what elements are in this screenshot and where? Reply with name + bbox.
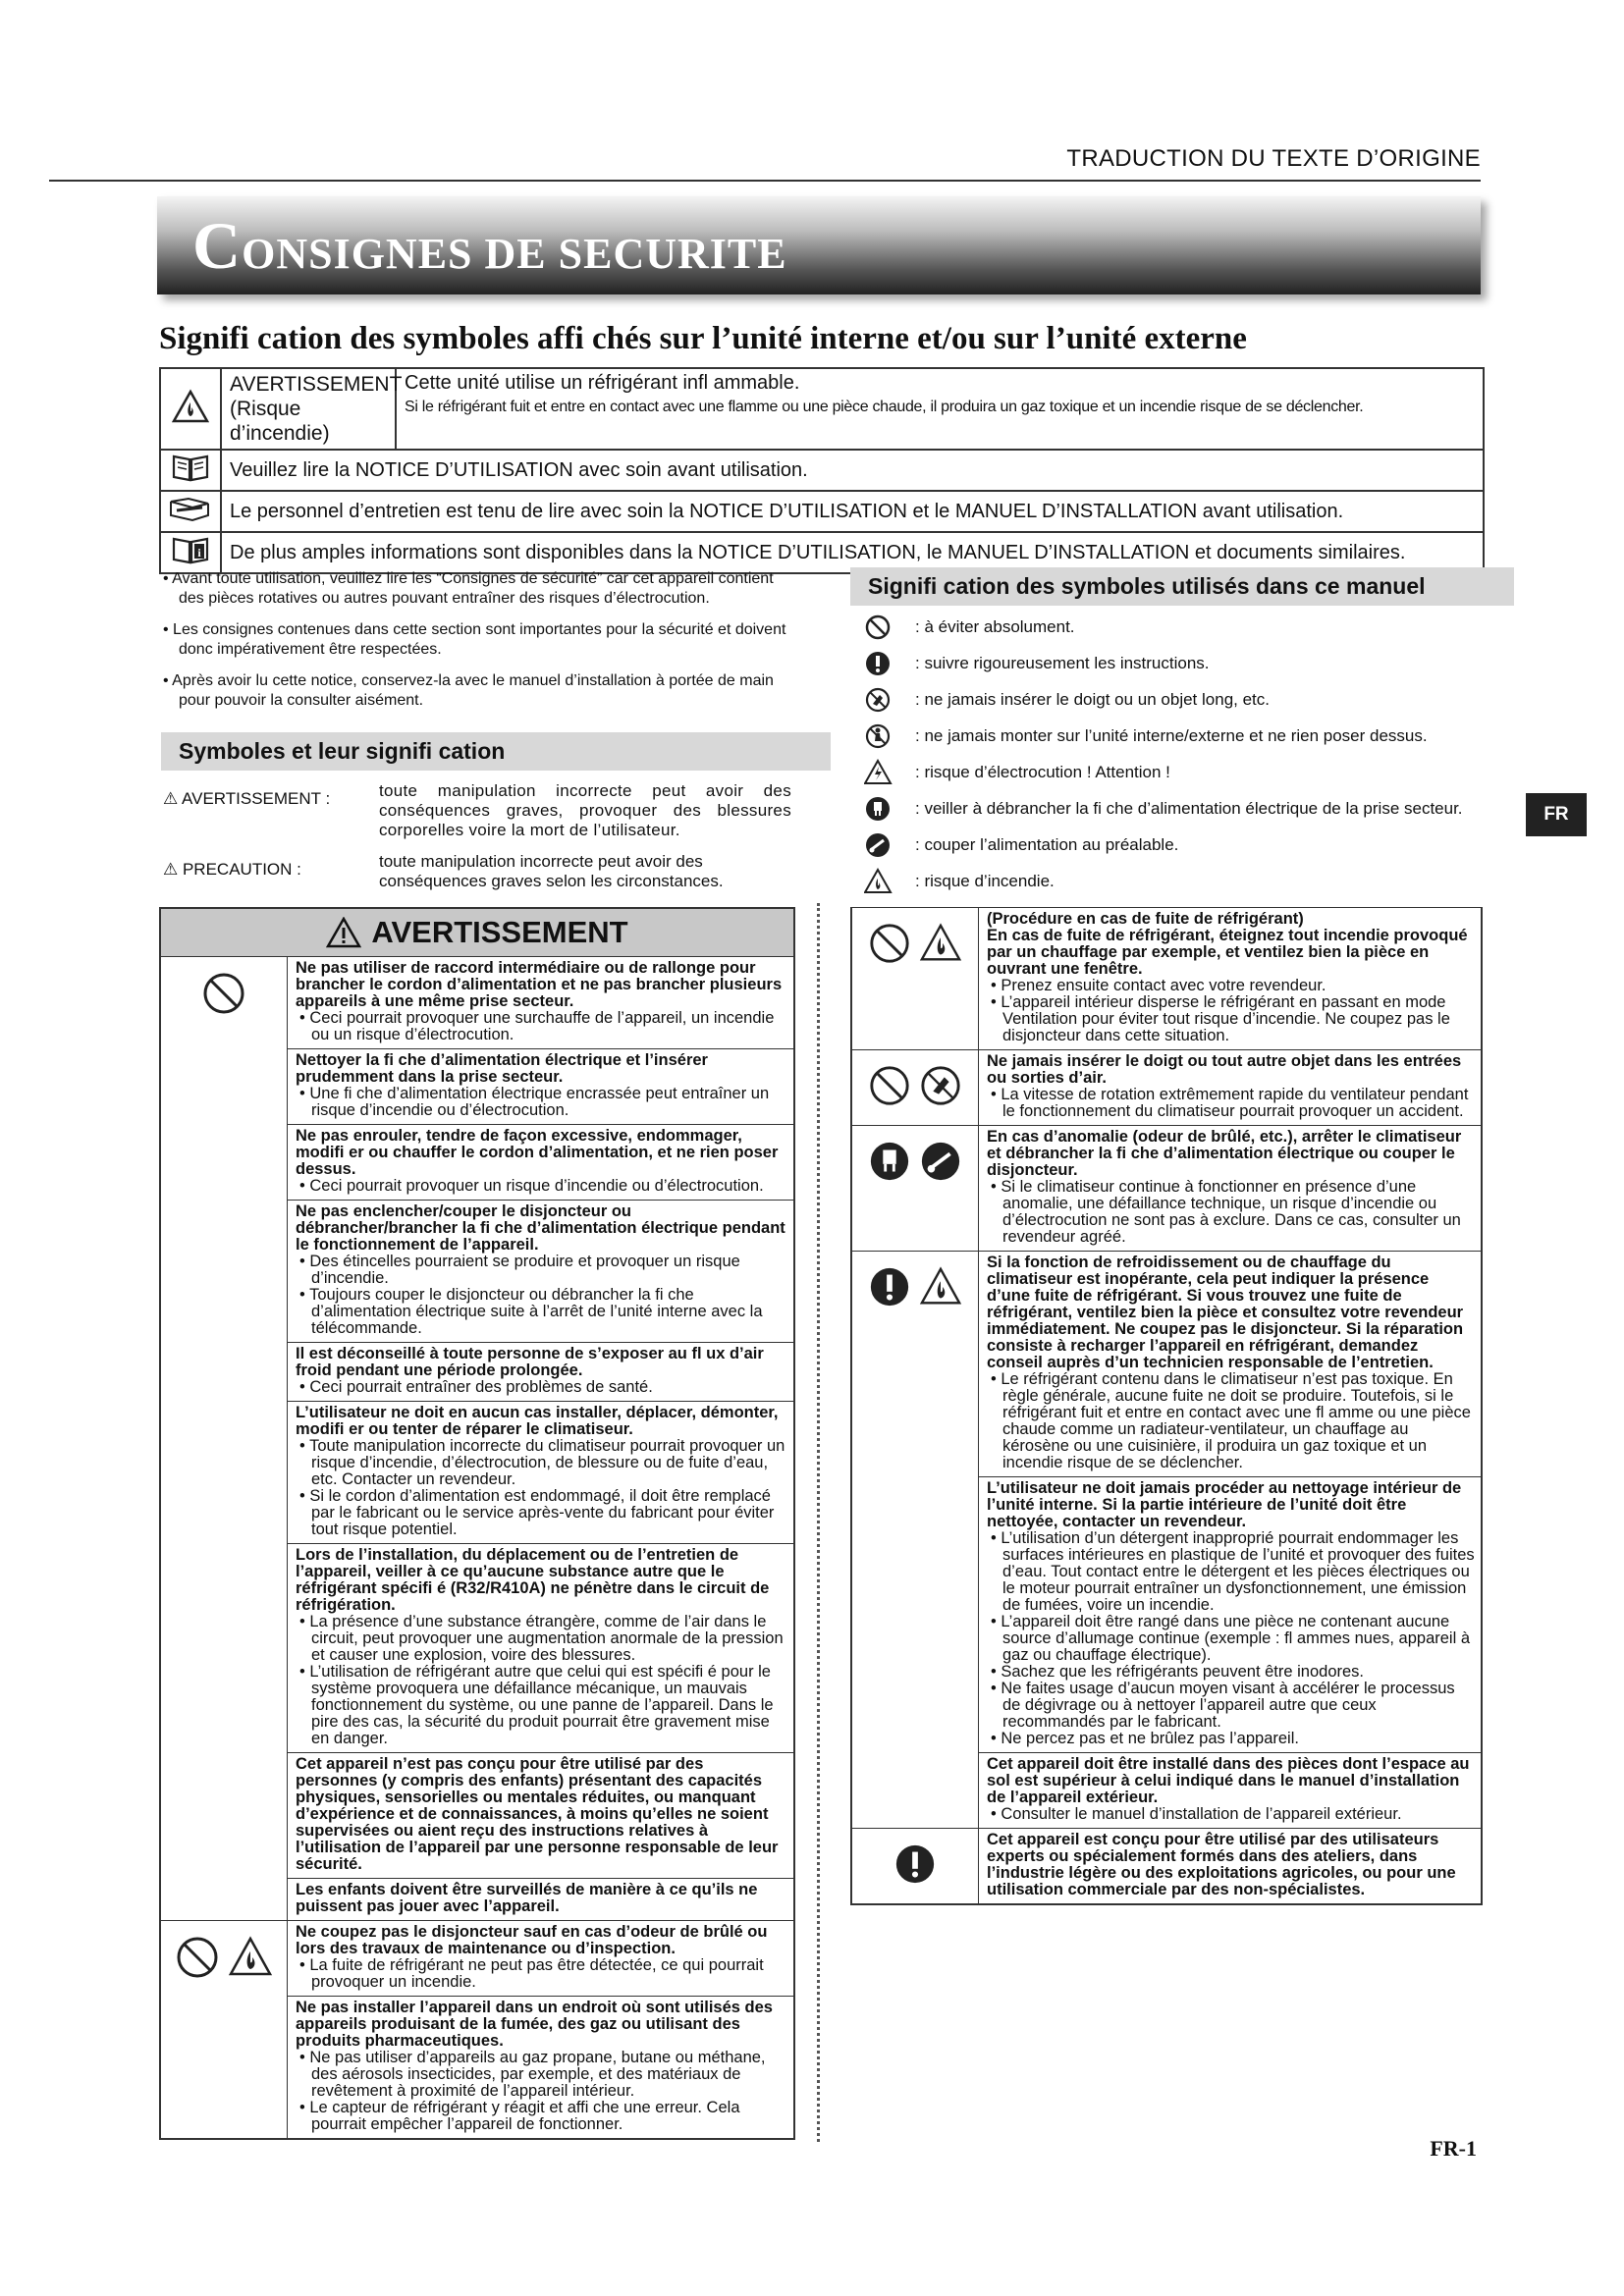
prohibited-icon [868, 922, 911, 965]
warning-items [288, 1921, 793, 2138]
power-off-icon [919, 1140, 962, 1183]
warning-item-title: Les enfants doivent être surveillés de manière à ce qu’ils ne puissent pas jouer avec l’appareil. [296, 1881, 758, 1915]
symbol-row: : risque d’incendie. [864, 863, 1492, 899]
prohibited-icon [868, 1064, 911, 1107]
warning-item-bullet: • Consulter le manuel d’installation de l’appareil extérieur. [991, 1805, 1402, 1823]
warning-item [288, 1753, 793, 1879]
group-icons [852, 1252, 979, 1828]
warning-item-bullet: • Si le cordon d’alimentation est endommagé, il doit être remplacé par le fabricant ou le service après-vente du fabricant pour éviter tout risque potentiel. [299, 1487, 775, 1538]
caution-definition: toute manipulation incorrecte peut avoir des conséquences graves selon les circonstances. [379, 852, 724, 890]
warning-item-bullet: • Ceci pourrait provoquer un risque d’incendie ou d’électrocution. [299, 1177, 764, 1195]
warning-item-title: L’utilisateur ne doit jamais procéder au nettoyage intérieur de l’unité interne. Si la partie intérieure de l’unité doit être nettoyée, contacter un revendeur. [987, 1479, 1462, 1530]
language-tab: FR [1526, 793, 1587, 836]
warning-item [979, 1126, 1481, 1251]
symbol-row: : suivre rigoureusement les instructions. [864, 645, 1492, 681]
unplug-icon [864, 795, 893, 823]
warning-item-title: Ne pas enclencher/couper le disjoncteur ou débrancher/brancher la fi che d’alimentation électrique pendant le fonctionnement de l’appareil. [296, 1202, 785, 1254]
mandatory-icon [864, 650, 893, 677]
column-divider [817, 903, 820, 2142]
warning-item-bullet: • Si le climatiseur continue à fonctionner en présence d’une anomalie, une défaillance technique, un risque d’incendie ou d’électrocution ne sont pas à exclure. Dans ce cas, consulter un revendeur agréé. [991, 1178, 1461, 1246]
right-group-leak [852, 907, 1481, 1049]
warning-triangle-icon [326, 917, 361, 948]
warning-item-bullet: • Ne pas utiliser d’appareils au gaz propane, butane ou méthane, des aérosols insecticides, par exemple, et des matériaux de revêtement à proximité de l’appareil intérieur. [299, 2049, 766, 2100]
no-climbing-icon [864, 722, 893, 750]
mandatory-icon [868, 1265, 911, 1308]
symbol-row: : ne jamais insérer le doigt ou un objet long, etc. [864, 681, 1492, 718]
warning-item-bullet: • L’appareil intérieur disperse le réfrigérant en passant en mode Ventilation pour éviter tout risque d’incendie. Ne coupez pas le disjoncteur dans cette situation. [991, 993, 1450, 1044]
warning-item-title: Lors de l’installation, du déplacement ou de l’entretien de l’appareil, veiller à ce qu’aucune substance autre que le réfrigérant spécifi é (R32/R410A) ne pénètre dans le circuit de réfrigération. [296, 1546, 770, 1614]
manual-symbols-title: Signifi cation des symboles utilisés dans ce manuel [850, 567, 1514, 606]
warning-item-title: Ne coupez pas le disjoncteur sauf en cas d’odeur de brûlé ou lors des travaux de maintenance ou d’inspection. [296, 1923, 768, 1957]
warning-group-prohibited [161, 956, 793, 1920]
page-number: FR-1 [1430, 2136, 1477, 2161]
service-manual-icon [160, 491, 221, 532]
intro-notes [163, 569, 791, 722]
warning-item-bullet: • Une fi che d’alimentation électrique encrassée peut entraîner un risque d’incendie ou d’électrocution. [299, 1085, 770, 1119]
fire-warning-icon [160, 368, 221, 450]
group-icons [852, 1829, 979, 1903]
warning-item-bullet: • Le réfrigérant contenu dans le climatiseur n’est pas toxique. En règle générale, aucune fuite ne doit se produire. Toutefois, si le réfrigérant fuit et entre en contact avec une fl amme ou une pièce chaude comme un radiateur-ventilateur, un chauffage au kérosène ou une cuisinière, il produira un gaz toxique et un incendie risque de se déclencher. [991, 1370, 1471, 1471]
warning-item-bullet: • Des étincelles pourraient se produire et provoquer un risque d’incendie. [299, 1253, 740, 1287]
warning-item [288, 1343, 793, 1402]
warning-item-title: L’utilisateur ne doit en aucun cas installer, déplacer, démonter, modifi er ou tenter de réparer le climatiseur. [296, 1404, 779, 1438]
prohibited-icon [201, 971, 246, 1016]
warning-item-bullet: • Ceci pourrait entraîner des problèmes de santé. [299, 1378, 653, 1396]
warning-group-fire [161, 1920, 793, 2138]
symbol-row: : à éviter absolument. [864, 609, 1492, 645]
fire-risk-icon [864, 868, 893, 895]
warning-item-title: Nettoyer la fi che d’alimentation électrique et l’insérer prudemment dans la prise secteur. [296, 1051, 708, 1086]
warning-item [979, 1829, 1481, 1903]
warning-item [288, 1201, 793, 1343]
header-title: TRADUCTION DU TEXTE D’ORIGINE [1066, 145, 1481, 172]
warning-item-bullet: • La présence d’une substance étrangère, comme de l’air dans le circuit, peut provoquer une augmentation anormale de la pression et causer une explosion, voire des blessures. [299, 1613, 784, 1664]
manual-symbol-list [864, 609, 1492, 899]
warning-item [288, 1125, 793, 1201]
warning-item [288, 957, 793, 1049]
intro-item: • Avant toute utilisation, veuillez lire les “Consignes de sécurité” car cet appareil contient des pièces rotatives ou autres pouvant entraîner des risques d’électrocution. [163, 570, 774, 607]
warning-sublabel: (Risque d’incendie) [230, 398, 330, 445]
warning-item-title: (Procédure en cas de fuite de réfrigérant) En cas de fuite de réfrigérant, éteignez tout incendie provoqué par un chauffage par exemple, et ventilez bien la pièce en ouvrant une fenêtre. [987, 910, 1468, 978]
warning-item [979, 908, 1481, 1049]
warning-definition: toute manipulation incorrecte peut avoir des conséquences graves, provoquer des blessures corporelles voire la mort de l’utilisateur. [379, 781, 791, 839]
warning-item [288, 1544, 793, 1753]
warning-items [979, 1829, 1481, 1903]
no-finger-icon [919, 1064, 962, 1107]
intro-item: • Après avoir lu cette notice, conservez-la avec le manuel d’installation à portée de main pour pouvoir la consulter aisément. [163, 672, 774, 709]
warning-item-bullet: • Toujours couper le disjoncteur ou débrancher la fi che d’alimentation électrique suite à l’arrêt de l’unité interne avec la télécommande. [299, 1286, 763, 1337]
warning-item [979, 1753, 1481, 1828]
main-title: Signifi cation des symboles affi chés sur l’unité interne et/ou sur l’unité externe [159, 321, 1247, 356]
right-group-experts [852, 1828, 1481, 1903]
group-icons [852, 1050, 979, 1125]
fire-risk-icon [919, 1265, 962, 1308]
warning-items [979, 1050, 1481, 1125]
warning-item-bullet: • Prenez ensuite contact avec votre revendeur. [991, 977, 1326, 994]
warning-item-title: Ne jamais insérer le doigt ou tout autre objet dans les entrées ou sorties d’air. [987, 1052, 1462, 1087]
warning-item-bullet: • Ne faites usage d’aucun moyen visant à accélérer le processus de dégivrage ou à nettoyer l’appareil autre que ceux recommandés par le fabricant. [991, 1680, 1455, 1731]
no-finger-icon [864, 686, 893, 714]
flammable-detail: Si le réfrigérant fuit et entre en contact avec une flamme ou une pièce chaude, il produira un gaz toxique et un incendie risque de se déclencher. [405, 399, 1364, 415]
warning-item-bullet: • L’utilisation d’un détergent inapproprié pourrait endommager les surfaces intérieures en plastique de l’unité et provoquer des fuites d’eau. Tout contact entre le détergent et les pièces électriques ou le moteur pourrait entraîner un dysfonctionnement, une émission de fumées, voire un incendie. [991, 1529, 1475, 1614]
symbol-row: : risque d’électrocution ! Attention ! [864, 754, 1492, 790]
prohibited-icon [864, 614, 893, 641]
warning-item [288, 1879, 793, 1920]
unplug-icon [868, 1140, 911, 1183]
warning-items [979, 1252, 1481, 1828]
warning-box-left [159, 907, 795, 2140]
warning-items [288, 957, 793, 1920]
symbol-row: : ne jamais monter sur l’unité interne/externe et ne rien poser dessus. [864, 718, 1492, 754]
intro-item: • Les consignes contenues dans cette section sont importantes pour la sécurité et doivent donc impérativement être respectées. [163, 621, 786, 658]
warning-item-title: Ne pas installer l’appareil dans un endroit où sont utilisés des appareils produisant de la fumée, des gaz ou utilisant des produits pharmaceutiques. [296, 1999, 773, 2050]
unit-symbol-table [159, 367, 1485, 574]
warning-item-bullet: • La fuite de réfrigérant ne peut pas être détectée, ce qui pourrait provoquer un incendie. [299, 1956, 764, 1991]
warning-item-bullet: • Ne percez pas et ne brûlez pas l’appareil. [991, 1730, 1299, 1747]
mandatory-icon [893, 1842, 937, 1886]
warning-item-title: Cet appareil est conçu pour être utilisé par des utilisateurs experts ou spécialement formés dans des ateliers, dans l’industrie légère ou des exploitations agricoles, ou pour une utilisation commerciale par des non-spécialistes. [987, 1831, 1456, 1898]
warning-items [979, 1126, 1481, 1251]
symbol-row: : veiller à débrancher la fi che d’alimentation électrique de la prise secteur. [864, 790, 1492, 827]
warning-item [288, 1997, 793, 2138]
group-icons [852, 1126, 979, 1251]
right-group-anomaly [852, 1125, 1481, 1251]
warning-item-bullet: • Le capteur de réfrigérant y réagit et affi che une erreur. Cela pourrait empêcher l’appareil de fonctionner. [299, 2099, 740, 2133]
header-rule [49, 180, 1481, 182]
warning-item-title: Ne pas utiliser de raccord intermédiaire ou de rallonge pour brancher le cordon d’alimentation et ne pas brancher plusieurs appareils à une même prise secteur. [296, 959, 783, 1010]
banner-title: CONSIGNES DE SECURITE [192, 208, 787, 283]
section-banner [157, 196, 1481, 294]
svg-text:i: i [197, 546, 201, 560]
warning-label: AVERTISSEMENT [230, 373, 403, 396]
warning-item-title: Ne pas enrouler, tendre de façon excessive, endommager, modifi er ou chauffer le cordon d’alimentation, et ne rien poser dessus. [296, 1127, 779, 1178]
power-off-icon [864, 831, 893, 859]
symbols-section-title: Symboles et leur signifi cation [161, 732, 831, 771]
group-icons [161, 957, 288, 1920]
service-manual-row: Le personnel d’entretien est tenu de lire avec soin la NOTICE D’UTILISATION et le MANUEL D’INSTALLATION avant utilisation. [221, 491, 1484, 532]
warning-item-bullet: • L’appareil doit être rangé dans une pièce ne contenant aucune source d’allumage continue (exemple : fl ammes nues, appareil à gaz ou chauffage électrique). [991, 1613, 1471, 1664]
warning-term: ⚠ AVERTISSEMENT : [163, 789, 331, 808]
electric-shock-icon [864, 759, 893, 786]
group-icons [852, 908, 979, 1049]
warning-item [288, 1402, 793, 1544]
warning-item [979, 1252, 1481, 1477]
warning-item [979, 1050, 1481, 1125]
read-manual-row: Veuillez lire la NOTICE D’UTILISATION avec soin avant utilisation. [221, 450, 1484, 491]
warning-item-bullet: • L’utilisation de réfrigérant autre que celui qui est spécifi é pour le système provoquera une défaillance mécanique, un mauvais fonctionnement du système, ou une panne de l’appareil. Dans le pire des cas, la sécurité du produit pourrait être gravement mise en danger. [299, 1663, 774, 1747]
book-icon [160, 450, 221, 491]
warning-item-title: En cas d’anomalie (odeur de brûlé, etc.), arrêter le climatiseur et débrancher la fi che d’alimentation électrique ou couper le disjoncteur. [987, 1128, 1462, 1179]
warning-box-title: AVERTISSEMENT [161, 909, 793, 956]
fire-risk-icon [228, 1935, 273, 1980]
right-group-finger [852, 1049, 1481, 1125]
symbol-row: : couper l’alimentation au préalable. [864, 827, 1492, 863]
warning-item-title: Il est déconseillé à toute personne de s’exposer au fl ux d’air froid pendant une période prolongée. [296, 1345, 764, 1379]
right-group-refrigerant [852, 1251, 1481, 1828]
warning-item [979, 1477, 1481, 1753]
prohibited-icon [175, 1935, 220, 1980]
warning-box-right [850, 907, 1483, 1905]
warning-items [979, 908, 1481, 1049]
caution-term: ⚠ PRECAUTION : [163, 860, 301, 879]
warning-item-bullet: • Ceci pourrait provoquer une surchauffe de l’appareil, un incendie ou un risque d’électrocution. [299, 1009, 775, 1043]
fire-risk-icon [919, 922, 962, 965]
warning-item-title: Cet appareil n’est pas conçu pour être utilisé par des personnes (y compris des enfants) présentant des capacités physiques, sensorielles ou mentales réduites, ou manquant d’expérience et de connaissances, à moins qu’elles ne soient supervisées ou aient reçu des instructions relatives à l’utilisation de l’appareil par une personne responsable de leur sécurité. [296, 1755, 779, 1873]
warning-item-title: Cet appareil doit être installé dans des pièces dont l’espace au sol est supérieur à celui indiqué dans le manuel d’installation de l’appareil extérieur. [987, 1755, 1470, 1806]
info-icon [160, 532, 221, 573]
flammable-notice: Cette unité utilise un réfrigérant infl ammable. [405, 372, 800, 394]
warning-item [288, 1049, 793, 1125]
warning-item-bullet: • La vitesse de rotation extrêmement rapide du ventilateur pendant le fonctionnement du climatiseur pourrait provoquer un accident. [991, 1086, 1469, 1120]
symbols-definitions [163, 781, 791, 891]
warning-item-bullet: • Toute manipulation incorrecte du climatiseur pourrait provoquer un risque d’incendie, d’électrocution, de blessure ou de fuite d’eau, etc. Contacter un revendeur. [299, 1437, 785, 1488]
more-info-row: De plus amples informations sont disponibles dans la NOTICE D’UTILISATION, le MANUEL D’INSTALLATION et documents similaires. [221, 532, 1484, 573]
warning-item [288, 1921, 793, 1997]
group-icons [161, 1921, 288, 2138]
warning-item-title: Si la fonction de refroidissement ou de chauffage du climatiseur est inopérante, cela peut indiquer la présence d’une fuite de réfrigérant. Si vous trouvez une fuite de réfrigérant, ventilez bien la pièce et consultez votre revendeur immédiatement. Ne coupez pas le disjoncteur. Si la réparation consiste à recharger l’appareil en réfrigérant, demandez conseil auprès d’un technicien responsable de l’entretien. [987, 1254, 1464, 1371]
warning-item-bullet: • Sachez que les réfrigérants peuvent être inodores. [991, 1663, 1365, 1681]
